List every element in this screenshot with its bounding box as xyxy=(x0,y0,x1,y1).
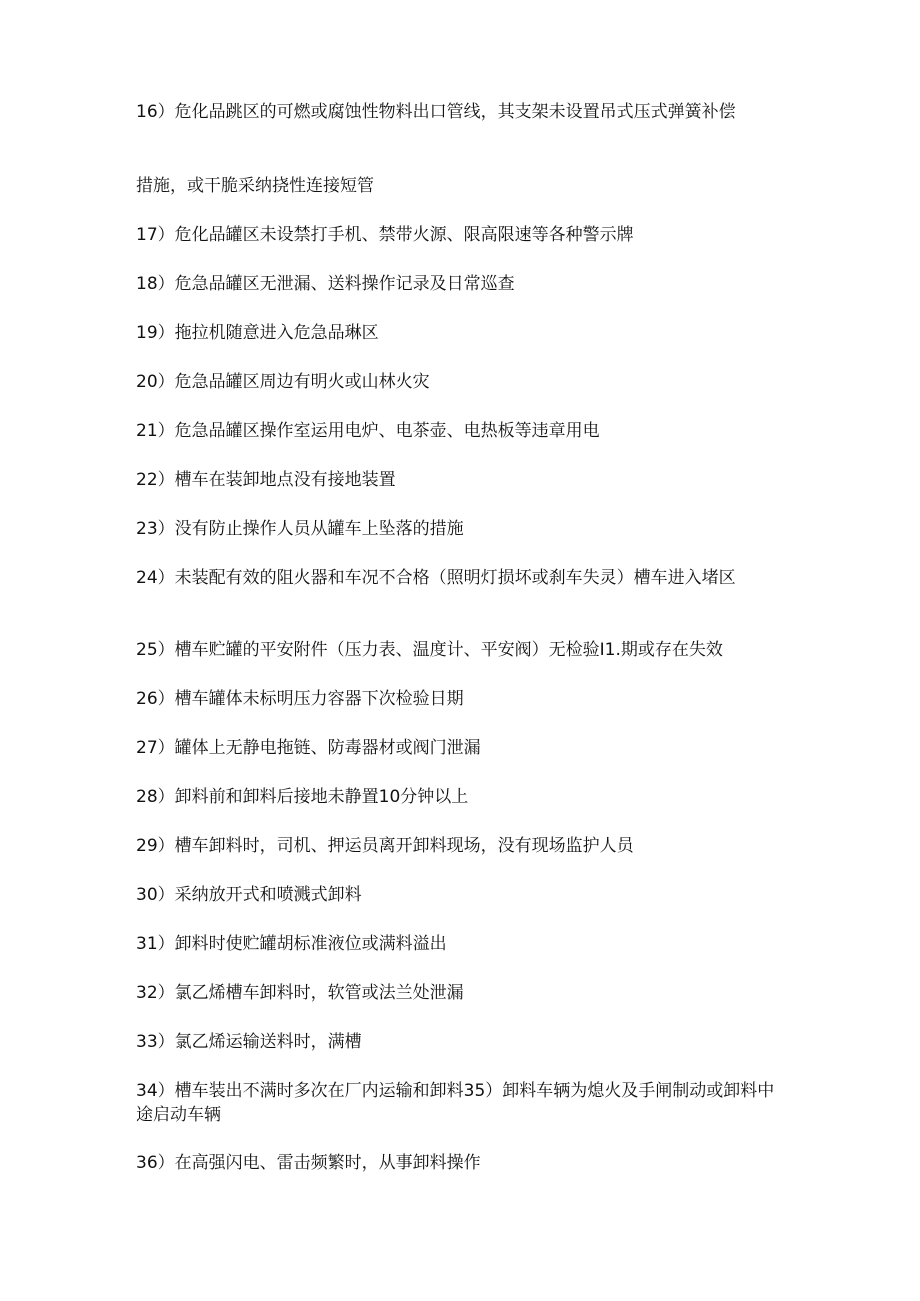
list-item-21: 21）危急品罐区操作室运用电炉、电茶壶、电热板等违章用电 xyxy=(136,421,600,441)
list-item-22: 22）槽车在装卸地点没有接地装置 xyxy=(136,470,396,490)
list-item-24: 24）未装配有效的阻火器和车况不合格（照明灯损坏或刹车失灵）槽车进入堵区 xyxy=(136,568,736,588)
list-item-29: 29）槽车卸料时，司机、押运员离开卸料现场，没有现场监护人员 xyxy=(136,836,634,856)
list-item-32: 32）氯乙烯槽车卸料时，软管或法兰处泄漏 xyxy=(136,983,464,1003)
list-item-28: 28）卸料前和卸料后接地未静置10分钟以上 xyxy=(136,787,469,807)
list-item-18: 18）危急品罐区无泄漏、送料操作记录及日常巡查 xyxy=(136,274,515,294)
list-item-25: 25）槽车贮罐的平安附件（压力表、温度计、平安阀）无检验I1.期或存在失效 xyxy=(136,640,723,660)
list-item-23: 23）没有防止操作人员从罐车上坠落的措施 xyxy=(136,519,464,539)
list-item-19: 19）拖拉机随意进入危急品琳区 xyxy=(136,323,379,343)
list-item-31: 31）卸料时使贮罐胡标准液位或满料溢出 xyxy=(136,934,447,954)
list-item-34-35: 34）槽车装出不满时多次在厂内运输和卸料35）卸料车辆为熄火及手闸制动或卸料中途启动车辆 xyxy=(136,1081,775,1125)
list-item-27: 27）罐体上无静电拖链、防毒器材或阀门泄漏 xyxy=(136,738,481,758)
list-item-26: 26）槽车罐体未标明压力容器下次检验日期 xyxy=(136,689,464,709)
list-item-16-continued: 措施，或干脆采纳挠性连接短管 xyxy=(136,176,374,196)
list-item-30: 30）采纳放开式和喷溅式卸料 xyxy=(136,885,362,905)
list-item-33: 33）氯乙烯运输送料时，满槽 xyxy=(136,1032,362,1052)
list-item-17: 17）危化品罐区未设禁打手机、禁带火源、限高限速等各种警示牌 xyxy=(136,225,634,245)
list-item-16: 16）危化品跳区的可燃或腐蚀性物料出口管线，其支架未设置吊式压式弹簧补偿 xyxy=(136,102,736,122)
list-item-20: 20）危急品罐区周边有明火或山林火灾 xyxy=(136,372,430,392)
list-item-36: 36）在高强闪电、雷击频繁时，从事卸料操作 xyxy=(136,1153,481,1173)
